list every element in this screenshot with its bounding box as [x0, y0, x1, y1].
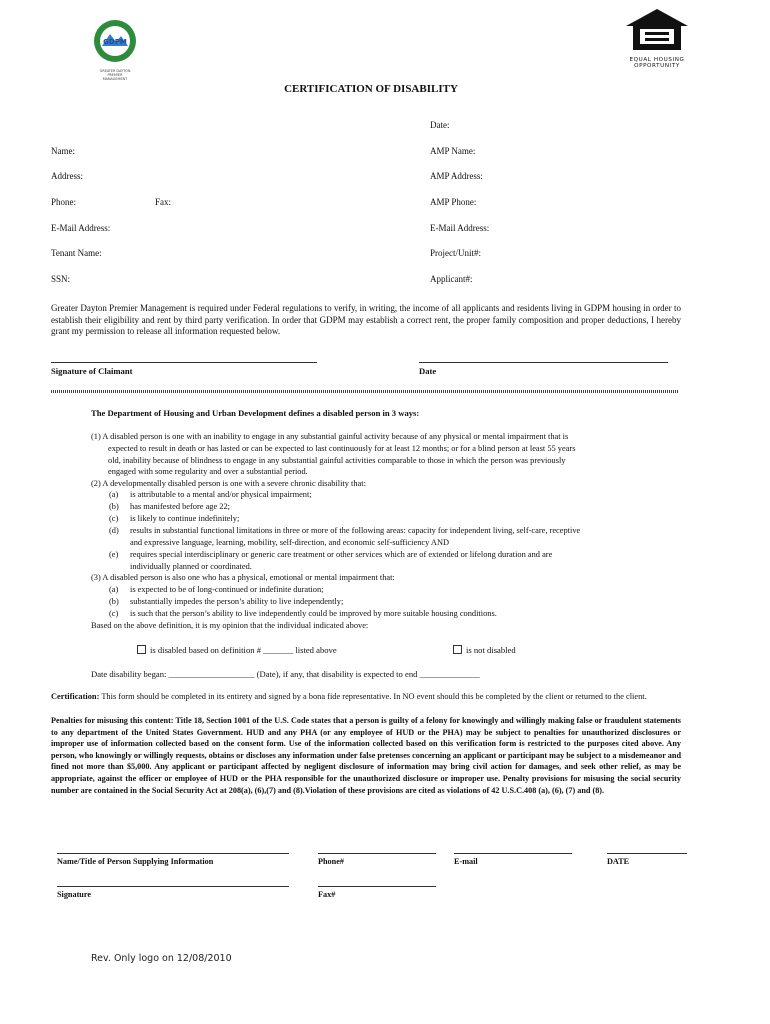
def2-text: is likely to continue indefinitely;: [130, 514, 240, 523]
field-phone: Phone:: [51, 197, 77, 207]
field-date: Date:: [430, 120, 450, 130]
def3-key: (b): [109, 597, 119, 606]
field-fax: Fax:: [155, 197, 172, 207]
field-email: E-Mail Address:: [51, 223, 111, 233]
def2-key: (c): [109, 514, 119, 523]
def3-text: substantially impedes the person’s ability to live independently;: [130, 597, 344, 606]
gdpm-logo: [90, 18, 140, 82]
logo-line-3: MANAGEMENT: [102, 77, 128, 81]
checkbox-not-disabled-row[interactable]: [453, 645, 516, 655]
phone-line[interactable]: [318, 853, 436, 854]
field-amp-address: AMP Address:: [430, 171, 483, 181]
certification-text: This form should be completed in its entirety and signed by a bona fide representative. In NO event should this be completed by the client or returned to the client.: [99, 692, 647, 701]
def3-key: (c): [109, 609, 119, 618]
def2-key: (e): [109, 550, 119, 559]
svg-text:GDPM: GDPM: [103, 38, 127, 46]
def2-text: results in substantial functional limitations in three or more of the following areas: capacity for independent living, self-care, receptive: [130, 526, 581, 535]
signature-claimant-label: Signature of Claimant: [51, 366, 133, 376]
def2-text: requires special interdisciplinary or generic care treatment or other services which are of extended or lifelong duration and are: [130, 550, 553, 559]
phone-label: Phone#: [318, 857, 344, 866]
field-name: Name:: [51, 146, 75, 156]
eho-line-2: OPPORTUNITY: [634, 63, 680, 70]
claimant-date-line[interactable]: [419, 362, 668, 363]
signature-label: Signature: [57, 890, 91, 899]
section-divider: [51, 390, 679, 393]
def2-text: has manifested before age 22;: [130, 502, 230, 511]
email-line[interactable]: [454, 853, 572, 854]
def3-text: is expected to be of long-continued or indefinite duration;: [130, 585, 324, 594]
field-amp-phone: AMP Phone:: [430, 197, 477, 207]
gdpm-logo-icon: [90, 18, 140, 64]
consent-paragraph: Greater Dayton Premier Management is required under Federal regulations to verify, in writing, the income of all applicants and residents living in GDPM housing in order to establish their eligibility and rent by third party verification. In order that GDPM may establish a correct rent, the proper family composition and proper deductions, I hereby grant my permission to release all information requested below.: [51, 303, 681, 337]
field-tenant-name: Tenant Name:: [51, 248, 102, 258]
checkbox-disabled-label: is disabled based on definition # _______ listed above: [150, 645, 337, 655]
opinion-text: Based on the above definition, it is my opinion that the individual indicated above:: [91, 621, 369, 630]
fax-line[interactable]: [318, 886, 436, 887]
eho-line-1: EQUAL HOUSING: [629, 57, 685, 63]
def2-key: (b): [109, 502, 119, 511]
equal-housing-house-icon: [624, 8, 690, 52]
def2-key: (d): [109, 526, 119, 535]
field-address: Address:: [51, 171, 83, 181]
def3-key: (a): [109, 585, 119, 594]
signature-date-label: Date: [419, 366, 437, 376]
footer-revision: Rev. Only logo on 12/08/2010: [91, 953, 232, 964]
def1-line: engaged with some regularity and over a substantial period.: [108, 467, 308, 476]
equal-housing-logo: [624, 8, 690, 70]
def1-line: old, inability because of blindness to engage in any substantial gainful activities comparable to those in which the person was previously: [108, 456, 566, 465]
email-label: E-mail: [454, 857, 478, 866]
checkbox-not-disabled[interactable]: [453, 645, 462, 654]
logo-line-2: PREMIER: [107, 73, 123, 77]
checkbox-disabled[interactable]: [137, 645, 146, 654]
fax-label: Fax#: [318, 890, 336, 899]
def2-key: (a): [109, 490, 119, 499]
certification-label: Certification:: [51, 692, 100, 701]
def2-text: is attributable to a mental and/or physical impairment;: [130, 490, 312, 499]
field-amp-name: AMP Name:: [430, 146, 476, 156]
def1-line: (1) A disabled person is one with an inability to engage in any substantial gainful activity because of any physical or mental impairment that is: [91, 432, 569, 441]
field-project-unit: Project/Unit#:: [430, 248, 481, 258]
date-label: DATE: [607, 857, 630, 866]
certification-paragraph: [51, 691, 681, 702]
field-ssn: SSN:: [51, 274, 71, 284]
name-title-label: Name/Title of Person Supplying Information: [57, 857, 214, 866]
page-title: CERTIFICATION OF DISABILITY: [284, 83, 458, 95]
name-title-line[interactable]: [57, 853, 289, 854]
logo-line-1: GREATER DAYTON: [99, 69, 131, 73]
def2-intro: (2) A developmentally disabled person is one with a severe chronic disability that:: [91, 479, 366, 488]
checkbox-disabled-row[interactable]: [137, 645, 337, 655]
claimant-signature-line[interactable]: [51, 362, 317, 363]
def3-text: is such that the person’s ability to live independently could be improved by more suitable housing conditions.: [130, 609, 497, 618]
field-amp-email: E-Mail Address:: [430, 223, 490, 233]
checkbox-not-disabled-label: is not disabled: [466, 645, 516, 655]
def3-intro: (3) A disabled person is also one who has a physical, emotional or mental impairment that:: [91, 573, 395, 582]
signature-line[interactable]: [57, 886, 289, 887]
def2-text: and expressive language, learning, mobility, self-direction, and economic self-sufficiency AND: [130, 538, 450, 547]
field-applicant: Applicant#:: [430, 274, 473, 284]
penalties-paragraph: Penalties for misusing this content: Title 18, Section 1001 of the U.S. Code states that a person is guilty of a felony for knowingly and willingly making false or fraudulent statements to any department of the United States Government. HUD and any PHA (or any employee of HUD or the PHA) may be subject to penalties for unauthorized disclosures or improper use of information collected based on the consent form. Use of the information collected based on this verification form is restricted to the purposes cited above. Any person, who knowingly or willingly requests, obtains or discloses any information under false pretenses concerning an applicant or participant may be subject to a misdemeanor and fined not more than $5,000. Any applicant or participant affected by negligent disclosure of information may bring civil action for damages, and seek other relief, as may be appropriate, against the officer or employee of HUD or the PHA responsible for the unauthorized disclosure or improper use. Penalty provisions for misusing the social security number are contained in the Social Security Act at 208(a), (6),(7) and (8).Violation of these provisions are cited as violations of 42 U.S.C.408 (a), (6), (7) and (8).: [51, 716, 681, 795]
def2-text: individually planned or coordinated.: [130, 562, 252, 571]
date-line[interactable]: [607, 853, 687, 854]
hud-heading: The Department of Housing and Urban Development defines a disabled person in 3 ways:: [91, 408, 420, 418]
def1-line: expected to result in death or has lasted or can be expected to last continuously for at least 12 months; or for a blind person at least 55 years: [108, 444, 576, 453]
date-disability-began[interactable]: Date disability began: ____________________ (Date), if any, that disability is expected to end ______________: [91, 669, 480, 679]
